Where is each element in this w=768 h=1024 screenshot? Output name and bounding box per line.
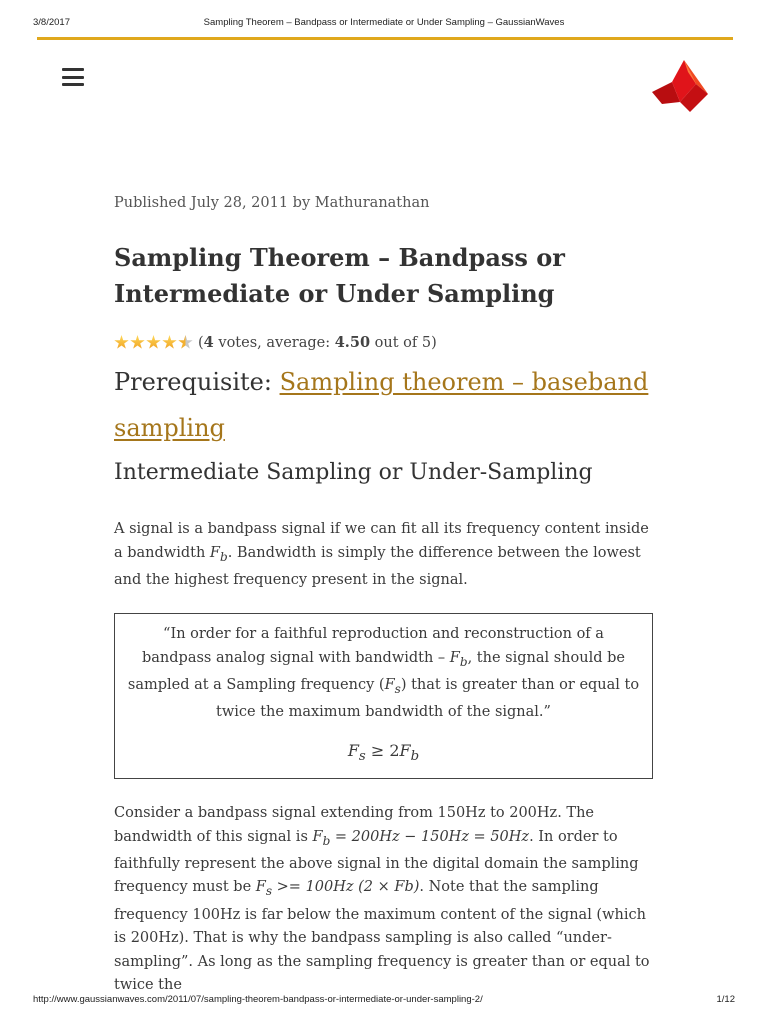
math-sampling-frequency: $F_s >= 100Hz$ (2 × Fb) [255, 879, 420, 899]
print-url: http://www.gaussianwaves.com/2011/07/sampling-theorem-bandpass-or-intermediate-or-under-sampling-2/ [33, 994, 483, 1005]
sampling-formula: $F_s \ge 2F_b$ [347, 740, 420, 764]
star-rating[interactable] [114, 335, 194, 350]
page-number: 1/12 [716, 994, 735, 1005]
prerequisite-heading: Prerequisite: Sampling theorem – baseband sampling [114, 368, 649, 442]
star-icon[interactable] [146, 335, 161, 350]
print-page-title: Sampling Theorem – Bandpass or Intermediate or Under Sampling – GaussianWaves [203, 17, 565, 28]
hamburger-menu-icon[interactable] [62, 68, 84, 86]
math-fb: $F_b$ [209, 544, 228, 564]
quote-text: “In order for a faithful reproduction and reconstruction of a bandpass analog signal with bandwidth – $F_b$, the signal should be sampled at a Sampling frequency $(F_s)$ that is greater than or equal to twice the maximum bandwidth of the signal.” [127, 626, 640, 721]
matlab-membrane-logo-icon[interactable] [650, 58, 710, 114]
menu-bar [62, 68, 84, 71]
article-title: Sampling Theorem – Bandpass or Intermediate or Under Sampling [114, 243, 565, 308]
published-byline: Published July 28, 2011 by Mathuranathan [114, 195, 430, 211]
prerequisite-link[interactable]: Sampling theorem – baseband sampling [114, 368, 649, 442]
intro-paragraph: A signal is a bandpass signal if we can fit all its frequency content inside a bandwidth $F_b$. Bandwidth is simply the difference between the lowest and the highest frequency present in the signal. [114, 521, 649, 588]
menu-bar [62, 83, 84, 86]
print-date: 3/8/2017 [33, 17, 70, 28]
star-half-icon[interactable] [178, 335, 193, 350]
rating-text: (4 votes, average: 4.50 out of 5) [198, 334, 437, 351]
math-fb: $F_b$ [449, 649, 468, 669]
rating-average: 4.50 [334, 334, 371, 351]
vote-count: 4 [203, 334, 214, 351]
quote-box [114, 613, 653, 779]
print-header [0, 12, 768, 28]
header-divider [37, 37, 733, 40]
math-bandwidth: $F_b = 200Hz - 150Hz = 50Hz$ [312, 828, 530, 848]
star-icon[interactable] [162, 335, 177, 350]
example-paragraph: Consider a bandpass signal extending from 150Hz to 200Hz. The bandwidth of this signal is $F_b = 200Hz - 150Hz = 50Hz$. In order to faithfully represent the above signal in the digital domain the sampling frequency must be $F_s >= 100Hz$ (2 × Fb). Note that the sampling frequency 100Hz is far below the maximum content of the signal (which is 200Hz). That is why the bandpass sampling is also called “under-sampling”. As long as the sampling frequency is greater than or equal to twice the [114, 805, 650, 994]
star-icon[interactable] [114, 335, 129, 350]
section-heading: Intermediate Sampling or Under-Sampling [114, 460, 593, 485]
menu-bar [62, 76, 84, 79]
math-fs: $F_s$ [384, 676, 401, 696]
rating-widget [114, 334, 654, 351]
star-icon[interactable] [130, 335, 145, 350]
